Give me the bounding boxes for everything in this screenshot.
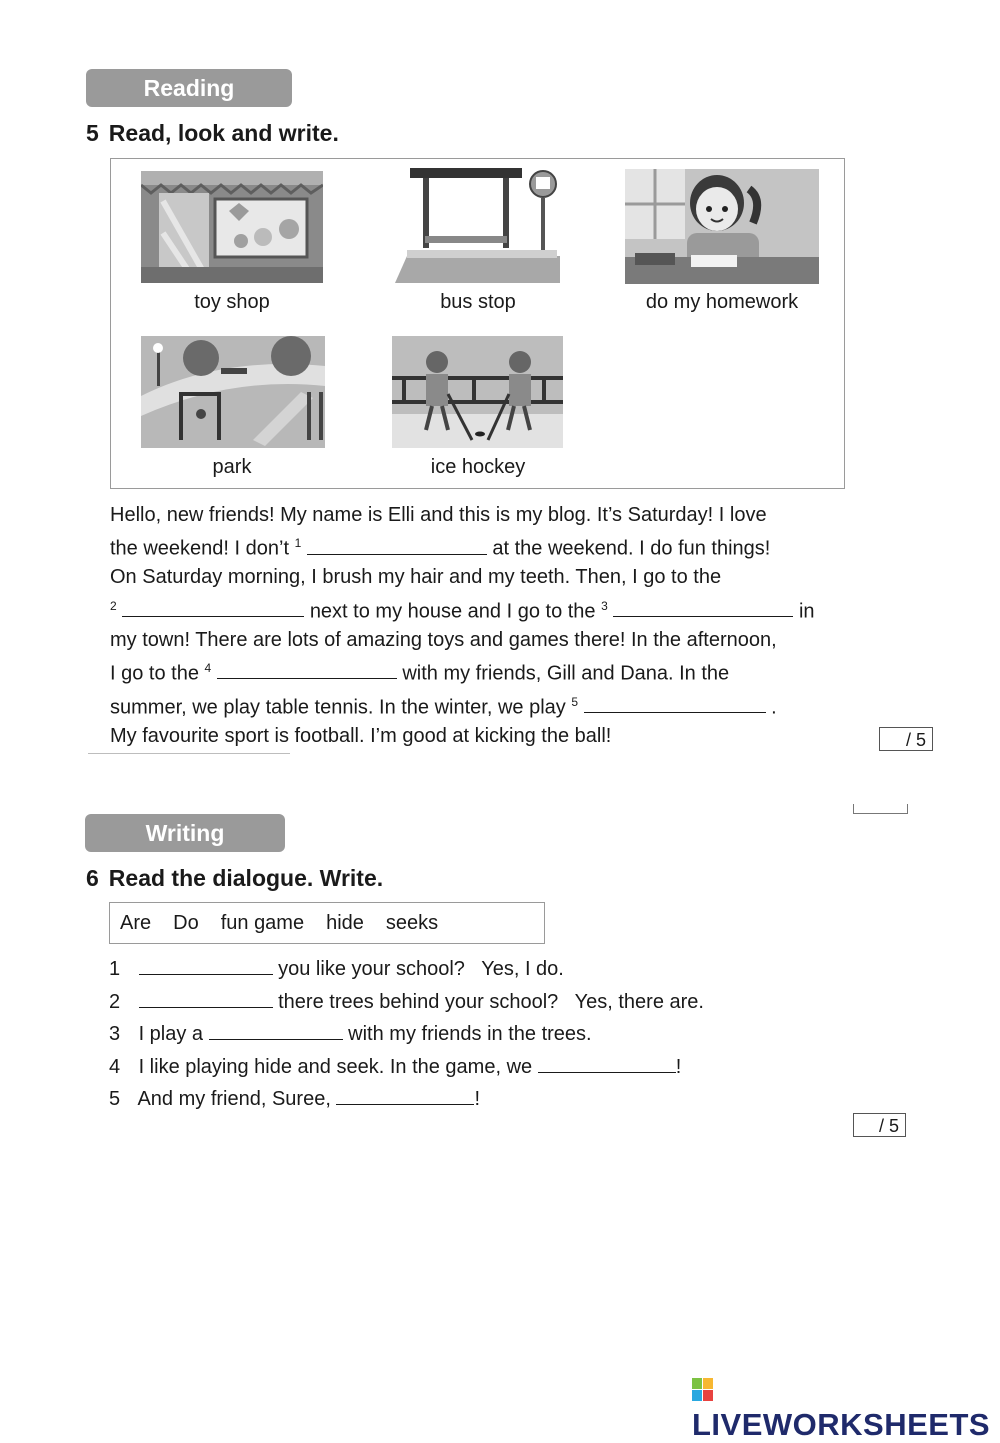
ice-hockey-illustration: [392, 336, 563, 448]
partial-score-box: [853, 804, 908, 814]
word-bank: [109, 902, 545, 944]
picture-caption: park: [212, 456, 252, 478]
word-bank-item: Do: [173, 912, 199, 934]
exercise-instruction: Read the dialogue. Write.: [108, 865, 384, 891]
dialogue-item: 1 you like your school? Yes, I do.: [109, 958, 564, 980]
dialogue-item: 4 I like playing hide and seek. In the game, we !: [109, 1055, 682, 1078]
reading-section-label: Reading: [86, 69, 292, 107]
blog-line: my town! There are lots of amazing toys and games there! In the afternoon,: [110, 628, 777, 651]
blog-line: $^2$ next to my house and I go to the $^3$ in: [110, 598, 815, 623]
word-bank-item: fun game: [220, 912, 305, 934]
blog-line: Hello, new friends! My name is Elli and this is my blog. It’s Saturday! I love: [110, 504, 767, 526]
blog-text: [110, 501, 880, 750]
answer-blank-3[interactable]: [613, 598, 793, 617]
reading-score-box: / 5: [879, 727, 933, 751]
exercise-5-heading: [86, 120, 339, 147]
picture-caption: toy shop: [194, 291, 270, 313]
exercise-number: 6: [86, 865, 99, 891]
blog-line: On Saturday morning, I brush my hair and my teeth. Then, I go to the: [110, 566, 722, 589]
brand-name: LIVEWORKSHEETS: [692, 1407, 991, 1442]
word-bank-item: Are: [120, 912, 152, 934]
word-bank-item: seeks: [385, 912, 439, 934]
blank-number: 3: [601, 598, 608, 613]
blank-number: 2: [110, 598, 117, 613]
blog-line: I go to the $^4$ with my friends, Gill and Dana. In the: [110, 660, 730, 685]
exercise-6-heading: [86, 865, 383, 892]
divider: [88, 753, 290, 754]
picture-caption: ice hockey: [430, 456, 526, 478]
toy-shop-illustration: [141, 171, 323, 283]
blog-line: My favourite sport is football. I’m good at kicking the ball!: [110, 724, 612, 747]
dialogue-item: 2 there trees behind your school? Yes, there are.: [109, 990, 704, 1013]
park-illustration: [141, 336, 325, 448]
answer-blank-6-2[interactable]: [139, 989, 273, 1008]
answer-blank-5[interactable]: [584, 694, 766, 713]
answer-blank-6-4[interactable]: [538, 1054, 676, 1073]
homework-girl-illustration: [625, 169, 819, 284]
writing-section-label: Writing: [85, 814, 285, 852]
dialogue-item: 5 And my friend, Suree, !: [109, 1088, 481, 1111]
dialogue-item: 3 I play a with my friends in the trees.: [109, 1023, 592, 1046]
answer-blank-6-3[interactable]: [209, 1021, 343, 1040]
exercise-instruction: Read, look and write.: [108, 120, 339, 146]
blank-number: 5: [571, 694, 579, 709]
bus-stop-illustration: [395, 168, 560, 283]
blank-number: 4: [204, 660, 212, 675]
exercise-number: 5: [86, 120, 99, 146]
liveworksheets-logo-icon: [692, 1378, 714, 1402]
answer-blank-6-1[interactable]: [139, 956, 273, 975]
blog-line: summer, we play table tennis. In the winter, we play $^5$ .: [110, 694, 777, 719]
dialogue-list: [109, 953, 889, 1116]
picture-caption: bus stop: [440, 291, 516, 313]
answer-blank-4[interactable]: [217, 660, 397, 679]
answer-blank-6-5[interactable]: [336, 1086, 474, 1105]
answer-blank-1[interactable]: [307, 536, 487, 555]
picture-caption: do my homework: [645, 291, 799, 313]
writing-score-box: / 5: [853, 1113, 906, 1137]
blank-number: 1: [294, 536, 302, 551]
blog-line: the weekend! I don’t $^1$ at the weekend. I do fun things!: [110, 536, 771, 560]
word-bank-item: hide: [326, 912, 364, 934]
liveworksheets-logo: [692, 1371, 1000, 1443]
answer-blank-2[interactable]: [122, 598, 304, 617]
